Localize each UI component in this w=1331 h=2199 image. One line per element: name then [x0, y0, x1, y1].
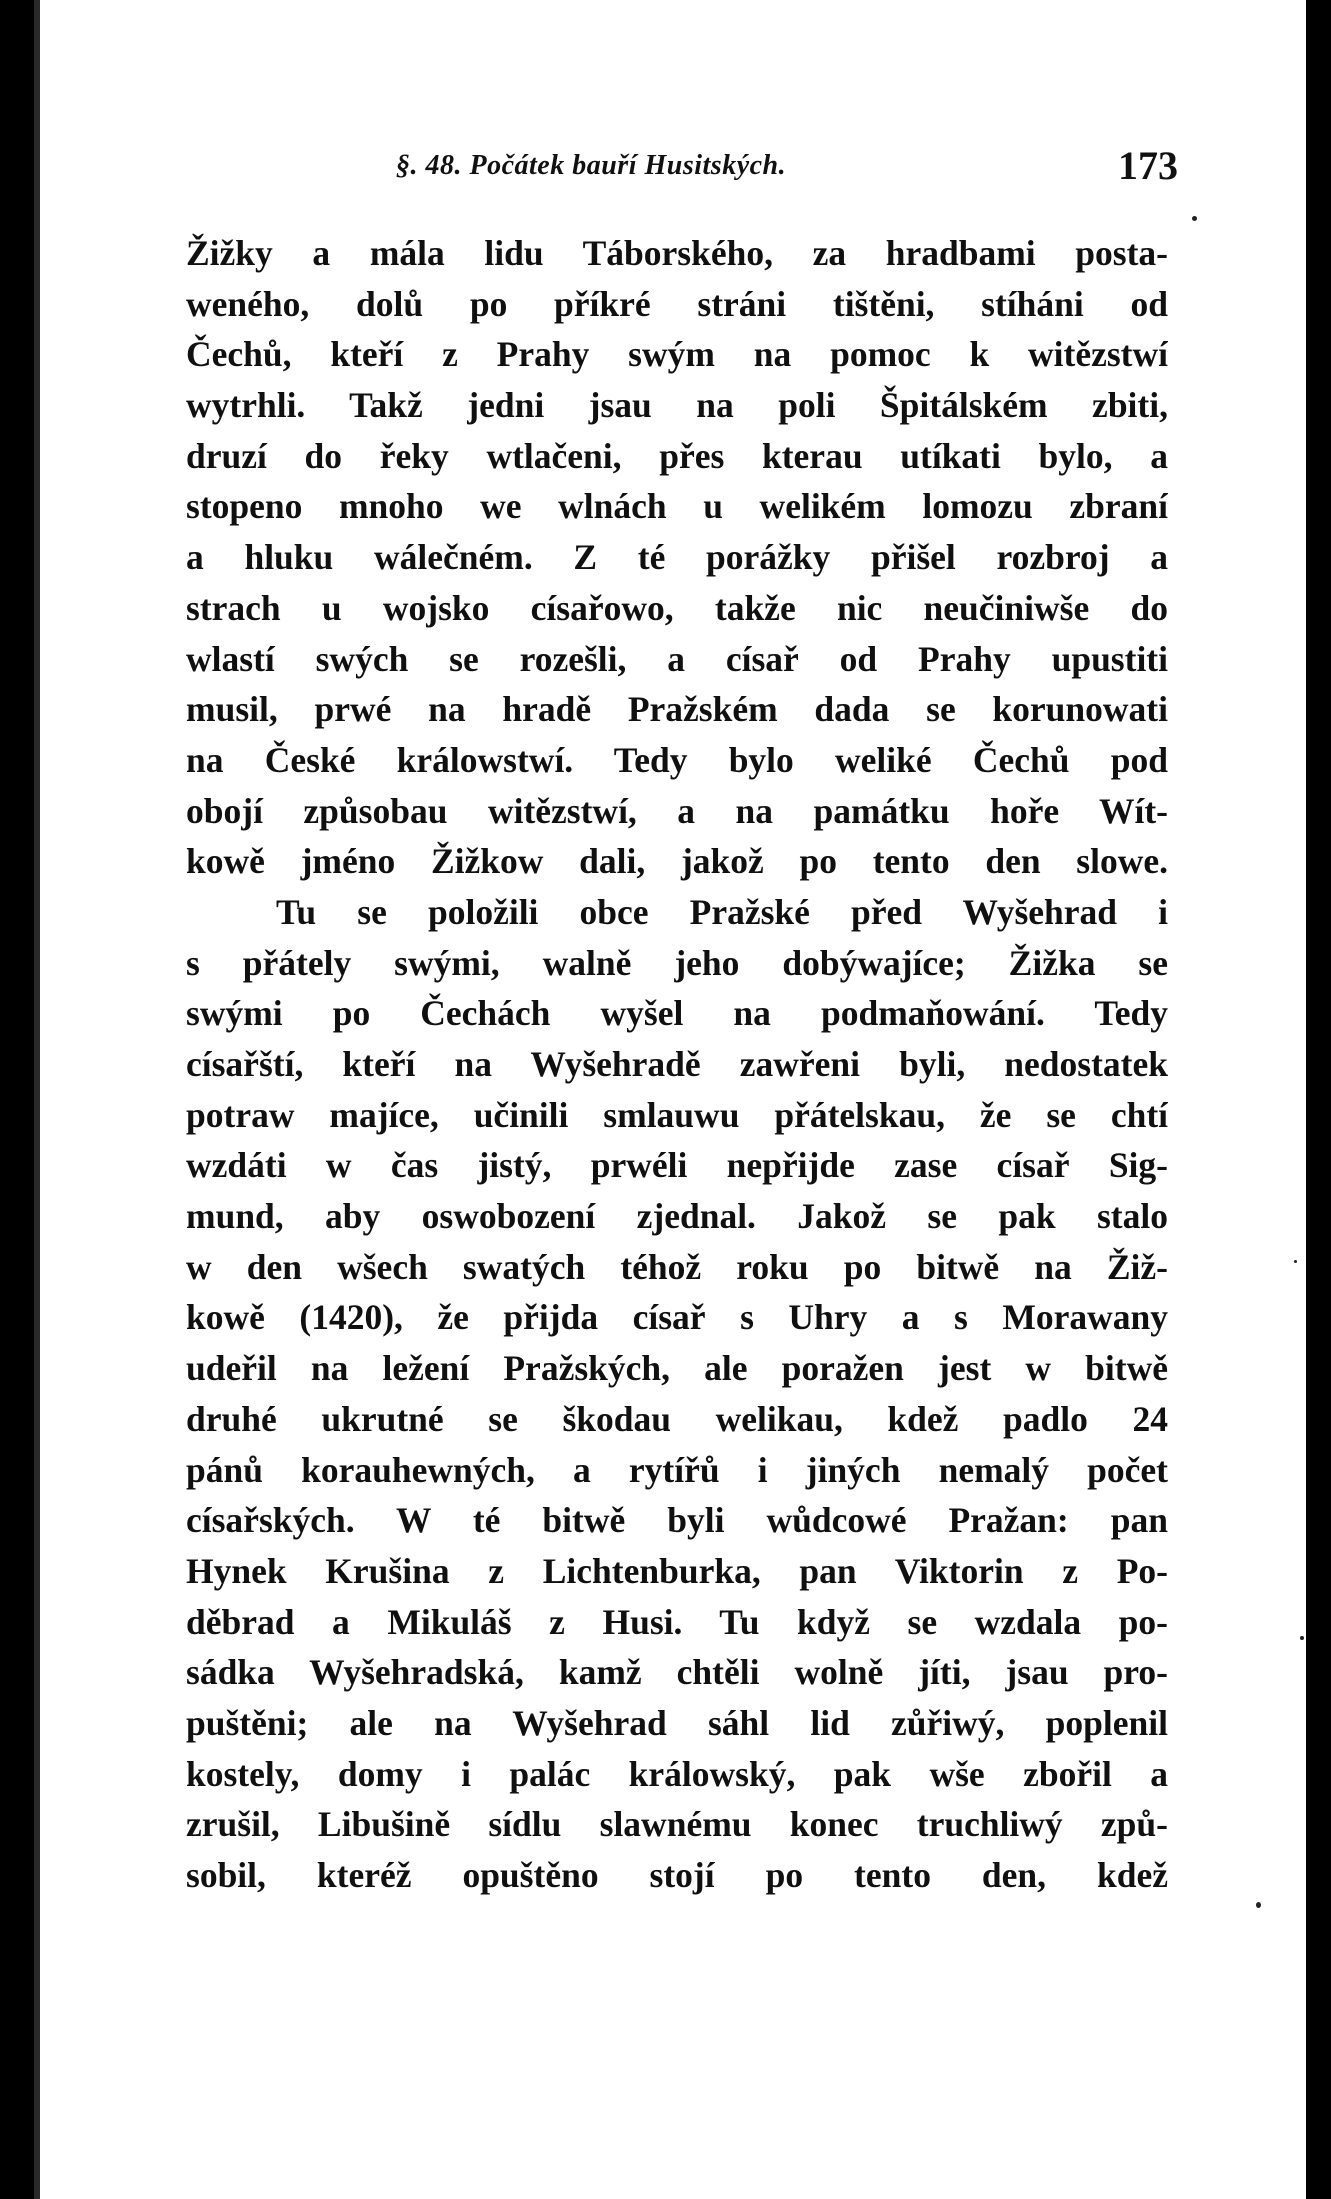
text-line: udeřil na ležení Pražských, ale poražen jest w bitwě [186, 1348, 1168, 1389]
text-line: sádka Wyšehradská, kamž chtěli wolně jíti, jsau pro- [186, 1652, 1168, 1693]
text-line: císařských. W té bitwě byli wůdcowé Pražan: pan [186, 1500, 1168, 1541]
scan-speck [1294, 1260, 1297, 1263]
scan-speck [1300, 1636, 1304, 1640]
text-line: stopeno mnoho we wlnách u welikém lomozu zbraní [186, 486, 1168, 527]
text-line: Hynek Krušina z Lichtenburka, pan Viktorin z Po- [186, 1550, 1168, 1591]
text-line: musil, prwé na hradě Pražském dada se korunowati [186, 689, 1168, 730]
text-line: císařští, kteří na Wyšehradě zawřeni byli, nedostatek [186, 1044, 1168, 1084]
running-header [172, 142, 1178, 192]
text-line: potraw majíce, učinili smlauwu přátelskau, že se chtí [186, 1094, 1168, 1135]
text-line: w den wšech swatých téhož roku po bitwě na Žiž- [186, 1246, 1168, 1287]
text-line: na České králowstwí. Tedy bylo weliké Čechů pod [186, 739, 1168, 780]
text-line: sobil, kteréž opuštěno stojí po tento den, kdež [186, 1855, 1168, 1895]
text-line: děbrad a Mikuláš z Husi. Tu když se wzdala po- [186, 1601, 1168, 1642]
scan-speck [1192, 216, 1197, 221]
text-line: kostely, domy i palác králowský, pak wše zbořil a [186, 1753, 1168, 1794]
text-line: pánů korauhewných, a rytířů i jiných nemalý počet [186, 1449, 1168, 1490]
text-line: zrušil, Libušině sídlu slawnému konec truchliwý způ- [186, 1804, 1168, 1845]
text-line: weného, dolů po příkré stráni tištěni, stíháni od [186, 283, 1168, 324]
text-line: wzdáti w čas jistý, prwéli nepřijde zase císař Sig- [186, 1145, 1168, 1186]
text-line: Žižky a mála lidu Táborského, za hradbami posta- [186, 233, 1168, 273]
text-line: swými po Čechách wyšel na podmaňowání. Tedy [186, 993, 1168, 1034]
body-text [186, 228, 1168, 1901]
text-line: druzí do řeky wtlačeni, přes kterau utíkati bylo, a [186, 435, 1168, 476]
scan-edge-left [34, 0, 40, 2199]
section-title: §. 48. Počátek bauří Husitských. [396, 150, 787, 181]
text-line: strach u wojsko císařowo, takže nic neučiniwše do [186, 587, 1168, 628]
text-line: kowě jméno Žižkow dali, jakož po tento den slowe. [186, 841, 1168, 882]
text-line: puštěni; ale na Wyšehrad sáhl lid zůřiwý, poplenil [186, 1702, 1168, 1743]
scan-speck [1256, 1902, 1261, 1908]
text-line: druhé ukrutné se škodau welikau, kdež padlo 24 [186, 1398, 1168, 1439]
text-line: kowě (1420), že přijda císař s Uhry a s Morawany [186, 1297, 1168, 1338]
book-page [34, 0, 1308, 2199]
text-line: obojí způsobau witězstwí, a na památku hoře Wít- [186, 790, 1168, 831]
text-line: wytrhli. Takž jedni jsau na poli Špitálském zbiti, [186, 385, 1168, 426]
text-line: Čechů, kteří z Prahy swým na pomoc k witězstwí [186, 334, 1168, 375]
text-line: wlastí swých se rozešli, a císař od Prahy upustiti [186, 638, 1168, 679]
text-line: s přátely swými, walně jeho dobýwajíce; Žižka se [186, 942, 1168, 983]
scan-edge-right [1306, 0, 1331, 2199]
page-number: 173 [1118, 143, 1178, 188]
text-line: Tu se položili obce Pražské před Wyšehrad i [276, 891, 1168, 932]
text-line: a hluku wálečném. Z té porážky přišel rozbroj a [186, 537, 1168, 578]
text-line: mund, aby oswobození zjednal. Jakož se pak stalo [186, 1196, 1168, 1237]
